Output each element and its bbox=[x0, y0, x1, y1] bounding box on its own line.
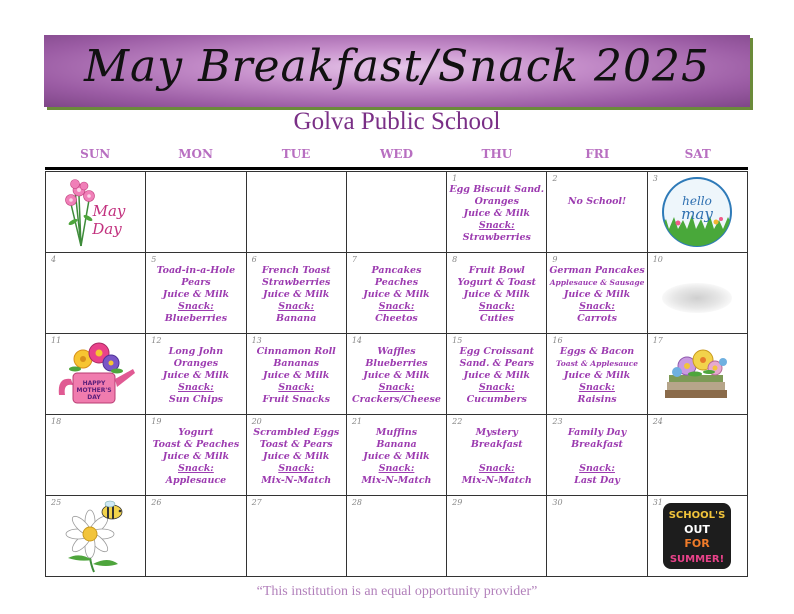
day-number: 4 bbox=[51, 255, 57, 264]
menu-line: Toast & Peaches bbox=[152, 439, 240, 450]
calendar-day-cell bbox=[447, 253, 547, 334]
menu-line: Raisins bbox=[577, 394, 617, 405]
svg-text:DAY: DAY bbox=[86, 394, 101, 401]
menu-line: Last Day bbox=[574, 475, 620, 486]
menu-line: Toast & Applesauce bbox=[556, 359, 639, 368]
calendar-day-cell bbox=[547, 172, 647, 253]
menu-line: No School! bbox=[567, 196, 627, 207]
menu-line: Cuties bbox=[479, 313, 514, 324]
menu-line bbox=[447, 451, 546, 463]
day-number: 14 bbox=[351, 336, 363, 345]
calendar-week bbox=[46, 415, 748, 496]
weekday-mon: MON bbox=[178, 147, 213, 161]
weekday-fri: FRI bbox=[585, 147, 610, 161]
menu-line: Oranges bbox=[173, 358, 219, 369]
menu-line: Breakfast bbox=[571, 439, 623, 450]
day-number: 16 bbox=[552, 336, 563, 345]
snack-label: Snack: bbox=[579, 301, 615, 312]
calendar-day-cell bbox=[647, 496, 747, 577]
calendar-day-cell bbox=[46, 415, 146, 496]
day-number: 7 bbox=[351, 255, 357, 264]
menu-line: Fruit Snacks bbox=[262, 394, 330, 405]
calendar-day-cell bbox=[647, 334, 747, 415]
menu-line: Scrambled Eggs bbox=[253, 427, 340, 438]
calendar-day-cell bbox=[647, 415, 747, 496]
menu-line: Egg Croissant bbox=[459, 346, 535, 357]
day-number: 25 bbox=[51, 498, 62, 507]
menu-line: Yogurt bbox=[178, 427, 214, 438]
day-number: 2 bbox=[552, 174, 558, 183]
day-number: 1 bbox=[452, 174, 458, 183]
calendar-day-cell bbox=[346, 415, 446, 496]
weekday-sat: SAT bbox=[684, 147, 711, 161]
snack-label: Snack: bbox=[579, 463, 615, 474]
menu-line bbox=[547, 451, 646, 463]
snack-label: Snack: bbox=[178, 463, 214, 474]
mothers-day-image bbox=[46, 334, 145, 414]
snack-label: Snack: bbox=[478, 301, 515, 312]
menu-line: Peaches bbox=[374, 277, 419, 288]
menu-line: Strawberries bbox=[262, 277, 331, 288]
menu-line: Mix-N-Match bbox=[461, 475, 532, 486]
menu-line: Banana bbox=[276, 313, 317, 324]
menu-line: Mix-N-Match bbox=[361, 475, 432, 486]
calendar-day-cell bbox=[146, 172, 246, 253]
day-number: 21 bbox=[351, 417, 363, 426]
day-number: 15 bbox=[452, 336, 463, 345]
menu-line: Family Day bbox=[567, 427, 627, 438]
day-number: 13 bbox=[251, 336, 262, 345]
calendar-day-cell bbox=[46, 334, 146, 415]
weekday-sun: SUN bbox=[80, 147, 111, 161]
calendar-grid bbox=[45, 171, 748, 577]
may-day-image bbox=[46, 172, 145, 252]
menu-line: Mix-N-Match bbox=[261, 475, 332, 486]
snack-label: Snack: bbox=[478, 382, 515, 393]
day-number: 26 bbox=[151, 498, 162, 507]
day-number: 29 bbox=[452, 498, 463, 507]
weekday-tue: TUE bbox=[281, 147, 311, 161]
day-number: 3 bbox=[652, 174, 658, 183]
menu-items bbox=[247, 253, 346, 325]
snack-label: Snack: bbox=[178, 301, 214, 312]
snack-label: Snack: bbox=[378, 382, 415, 393]
svg-text:OUT: OUT bbox=[684, 523, 711, 536]
calendar-day-cell bbox=[346, 496, 446, 577]
title-banner bbox=[44, 35, 750, 107]
calendar bbox=[45, 141, 748, 577]
menu-line: Pancakes bbox=[371, 265, 422, 276]
menu-line: Juice & Milk bbox=[463, 289, 530, 300]
menu-items bbox=[347, 253, 446, 325]
calendar-day-cell bbox=[146, 253, 246, 334]
menu-line: Cheetos bbox=[375, 313, 418, 324]
weekday-thu: THU bbox=[481, 147, 513, 161]
calendar-day-cell bbox=[447, 334, 547, 415]
day-number: 24 bbox=[652, 417, 663, 426]
calendar-day-cell bbox=[346, 334, 446, 415]
calendar-day-cell bbox=[447, 172, 547, 253]
calendar-day-cell bbox=[647, 172, 747, 253]
menu-line: Juice & Milk bbox=[162, 289, 230, 300]
calendar-week bbox=[46, 253, 748, 334]
calendar-day-cell bbox=[246, 415, 346, 496]
calendar-day-cell bbox=[246, 334, 346, 415]
bee-flower-image bbox=[46, 496, 145, 576]
day-number: 17 bbox=[652, 336, 663, 345]
calendar-week bbox=[46, 496, 748, 577]
calendar-day-cell bbox=[246, 496, 346, 577]
menu-line: Eggs & Bacon bbox=[559, 346, 635, 357]
menu-line: German Pancakes bbox=[549, 265, 645, 276]
menu-items bbox=[547, 253, 646, 325]
menu-line: Muffins bbox=[375, 427, 418, 438]
menu-line: Juice & Milk bbox=[363, 370, 430, 381]
snack-label: Snack: bbox=[278, 463, 315, 474]
menu-line: Egg Biscuit Sand. bbox=[449, 184, 545, 195]
menu-line: Juice & Milk bbox=[363, 451, 430, 462]
menu-items bbox=[146, 253, 245, 325]
hello-may-image bbox=[648, 172, 747, 252]
calendar-day-cell bbox=[246, 172, 346, 253]
day-number: 5 bbox=[151, 255, 157, 264]
svg-text:Day: Day bbox=[91, 220, 122, 238]
svg-text:hello: hello bbox=[682, 194, 713, 208]
snack-label: Snack: bbox=[278, 382, 315, 393]
calendar-day-cell bbox=[46, 496, 146, 577]
day-number: 6 bbox=[251, 255, 257, 264]
menu-line: Juice & Milk bbox=[263, 289, 330, 300]
calendar-day-cell bbox=[46, 172, 146, 253]
day-number: 30 bbox=[552, 498, 563, 507]
menu-line: Strawberries bbox=[462, 232, 531, 243]
menu-line: Juice & Milk bbox=[162, 370, 230, 381]
menu-line: Applesauce & Sausage bbox=[549, 278, 645, 287]
svg-text:HAPPY: HAPPY bbox=[82, 380, 106, 387]
day-number: 9 bbox=[552, 255, 558, 264]
menu-line: Sun Chips bbox=[168, 394, 223, 405]
day-number: 12 bbox=[151, 336, 162, 345]
svg-text:May: May bbox=[92, 202, 126, 220]
menu-line: Toad-in-a-Hole bbox=[156, 265, 236, 276]
menu-items bbox=[447, 253, 546, 325]
day-number: 8 bbox=[452, 255, 458, 264]
snack-label: Snack: bbox=[478, 220, 515, 231]
svg-text:may: may bbox=[681, 205, 714, 223]
menu-line: Breakfast bbox=[470, 439, 523, 450]
school-name: Golva Public School bbox=[293, 108, 501, 135]
menu-line: French Toast bbox=[261, 265, 331, 276]
menu-line: Waffles bbox=[377, 346, 416, 357]
calendar-day-cell bbox=[647, 253, 747, 334]
menu-line: Mystery bbox=[475, 427, 518, 438]
menu-line: Applesauce bbox=[165, 475, 227, 486]
calendar-day-cell bbox=[146, 334, 246, 415]
menu-line: Juice & Milk bbox=[563, 370, 631, 381]
day-number: 27 bbox=[251, 498, 262, 507]
calendar-day-cell bbox=[547, 253, 647, 334]
calendar-day-cell bbox=[447, 496, 547, 577]
day-number: 19 bbox=[151, 417, 162, 426]
snack-label: Snack: bbox=[178, 382, 214, 393]
menu-line: Juice & Milk bbox=[563, 289, 631, 300]
day-number: 20 bbox=[251, 417, 262, 426]
weekday-header bbox=[45, 141, 748, 170]
calendar-week bbox=[46, 334, 748, 415]
menu-line: Carrots bbox=[577, 313, 617, 324]
menu-line: Juice & Milk bbox=[162, 451, 230, 462]
snack-label: Snack: bbox=[579, 382, 615, 393]
menu-items bbox=[547, 172, 646, 208]
menu-items bbox=[447, 172, 546, 244]
calendar-day-cell bbox=[547, 415, 647, 496]
blurred-image bbox=[648, 253, 747, 333]
calendar-day-cell bbox=[346, 253, 446, 334]
calendar-day-cell bbox=[547, 496, 647, 577]
menu-line: Juice & Milk bbox=[463, 208, 530, 219]
calendar-day-cell bbox=[146, 415, 246, 496]
calendar-day-cell bbox=[346, 172, 446, 253]
day-number: 31 bbox=[652, 498, 663, 507]
menu-line: Toast & Pears bbox=[259, 439, 333, 450]
menu-line: Juice & Milk bbox=[463, 370, 530, 381]
calendar-day-cell bbox=[547, 334, 647, 415]
menu-line: Pears bbox=[181, 277, 211, 288]
footer-statement: “This institution is an equal opportunity provider” bbox=[256, 584, 538, 599]
menu-line: Blueberries bbox=[164, 313, 228, 324]
day-number: 23 bbox=[552, 417, 563, 426]
calendar-week bbox=[46, 172, 748, 253]
snack-label: Snack: bbox=[278, 301, 315, 312]
svg-text:FOR: FOR bbox=[684, 537, 711, 550]
menu-line: Fruit Bowl bbox=[468, 265, 525, 276]
svg-text:MOTHER'S: MOTHER'S bbox=[76, 387, 112, 394]
svg-text:SUMMER!: SUMMER! bbox=[670, 554, 725, 565]
weekday-wed: WED bbox=[379, 147, 413, 161]
menu-line: Cucumbers bbox=[466, 394, 527, 405]
svg-text:SCHOOL'S: SCHOOL'S bbox=[669, 510, 726, 521]
menu-line: Long John bbox=[168, 346, 224, 357]
schools-out-image bbox=[648, 496, 747, 576]
calendar-day-cell bbox=[146, 496, 246, 577]
day-number: 22 bbox=[452, 417, 463, 426]
menu-line: Banana bbox=[376, 439, 417, 450]
menu-line: Cinnamon Roll bbox=[256, 346, 336, 357]
menu-line: Juice & Milk bbox=[263, 370, 330, 381]
day-number: 11 bbox=[51, 336, 62, 345]
page-title: May Breakfast/Snack 2025 bbox=[83, 41, 710, 92]
calendar-day-cell bbox=[46, 253, 146, 334]
books-flowers-image bbox=[648, 334, 747, 414]
snack-label: Snack: bbox=[378, 301, 415, 312]
day-number: 18 bbox=[51, 417, 62, 426]
snack-label: Snack: bbox=[378, 463, 415, 474]
menu-line: Crackers/Cheese bbox=[352, 394, 441, 405]
menu-line: Juice & Milk bbox=[363, 289, 430, 300]
menu-line: Blueberries bbox=[365, 358, 428, 369]
menu-line: Yogurt & Toast bbox=[457, 277, 537, 288]
menu-line: Juice & Milk bbox=[263, 451, 330, 462]
menu-line: Oranges bbox=[474, 196, 519, 207]
snack-label: Snack: bbox=[478, 463, 515, 474]
day-number: 10 bbox=[652, 255, 663, 264]
calendar-day-cell bbox=[447, 415, 547, 496]
calendar-day-cell bbox=[246, 253, 346, 334]
menu-line: Bananas bbox=[273, 358, 320, 369]
day-number: 28 bbox=[351, 498, 363, 507]
menu-line: Sand. & Pears bbox=[459, 358, 535, 369]
